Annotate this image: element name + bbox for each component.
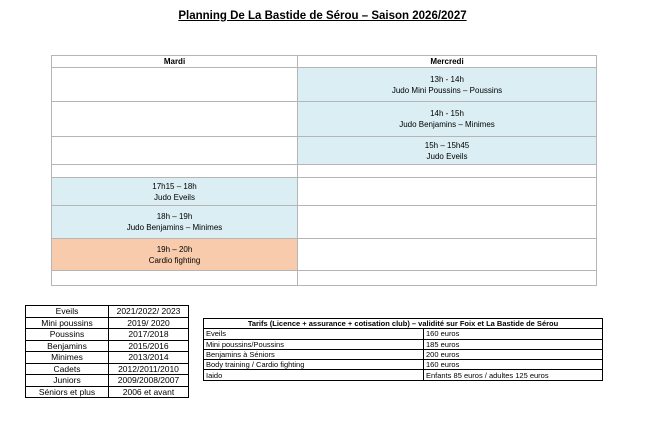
age-category: Mini poussins <box>26 317 109 329</box>
age-row <box>26 352 189 364</box>
empty-slot <box>52 165 298 178</box>
schedule-header-row <box>52 56 597 68</box>
header-mercredi: Mercredi <box>298 56 597 68</box>
age-years: 2021/2022/ 2023 <box>109 306 189 318</box>
age-row <box>26 363 189 375</box>
mardi-empty-slot <box>52 68 298 102</box>
mardi-slot-2 <box>52 206 298 239</box>
slot-time: 15h – 15h45 <box>424 140 470 150</box>
mardi-empty-slot <box>52 137 298 165</box>
slot-label: Judo Benjamins – Minimes <box>126 223 223 232</box>
slot-label: Judo Eveils <box>426 151 468 161</box>
slot-label: Judo Mini Poussins – Poussins <box>391 85 503 95</box>
tarif-row <box>204 360 603 370</box>
age-years: 2012/2011/2010 <box>109 363 189 375</box>
tarif-label: Mini poussins/Poussins <box>204 339 424 349</box>
tarifs-header: Tarifs (Licence + assurance + cotisation club) – validité sur Foix et La Bastide de Sérou <box>204 319 603 329</box>
age-years: 2019/ 2020 <box>109 317 189 329</box>
slot-label: Cardio fighting <box>148 255 201 265</box>
mardi-empty-slot <box>52 102 298 137</box>
age-category: Poussins <box>26 329 109 341</box>
schedule-table <box>51 55 597 286</box>
mercredi-empty-slot <box>298 206 597 239</box>
mercredi-slot-3 <box>298 137 597 165</box>
empty-slot <box>52 271 298 286</box>
page-title: Planning De La Bastide de Sérou – Saison 2026/2027 <box>178 10 467 22</box>
age-row <box>26 386 189 398</box>
age-row <box>26 340 189 352</box>
slot-time: 19h – 20h <box>156 244 193 254</box>
tarif-row <box>204 349 603 359</box>
tarif-price: Enfants 85 euros / adultes 125 euros <box>424 370 603 380</box>
tarif-label: Body training / Cardio fighting <box>204 360 424 370</box>
slot-time: 13h - 14h <box>430 74 464 84</box>
mercredi-slot-2 <box>298 102 597 137</box>
tarifs-table <box>203 318 603 381</box>
age-years: 2017/2018 <box>109 329 189 341</box>
tarif-price: 160 euros <box>424 329 603 339</box>
tarif-label: Iaido <box>204 370 424 380</box>
tarif-price: 200 euros <box>424 349 603 359</box>
age-category: Séniors et plus <box>26 386 109 398</box>
slot-time: 14h - 15h <box>430 109 464 118</box>
tarif-row <box>204 339 603 349</box>
slot-label: Judo Benjamins – Minimes <box>399 120 495 129</box>
age-category: Minimes <box>26 352 109 364</box>
mercredi-empty-slot <box>298 239 597 271</box>
mercredi-slot-1 <box>298 68 597 102</box>
age-categories-table <box>25 305 189 398</box>
header-mardi: Mardi <box>52 56 298 68</box>
empty-slot <box>298 165 597 178</box>
tarif-label: Eveils <box>204 329 424 339</box>
age-years: 2009/2008/2007 <box>109 375 189 387</box>
age-years: 2015/2016 <box>109 340 189 352</box>
age-years: 2006 et avant <box>109 386 189 398</box>
empty-slot <box>298 271 597 286</box>
age-row <box>26 329 189 341</box>
mercredi-empty-slot <box>298 178 597 206</box>
mardi-slot-1 <box>52 178 298 206</box>
age-row <box>26 306 189 318</box>
mardi-slot-3 <box>52 239 298 271</box>
age-category: Benjamins <box>26 340 109 352</box>
slot-time: 17h15 – 18h <box>152 181 197 191</box>
tarif-price: 185 euros <box>424 339 603 349</box>
age-category: Juniors <box>26 375 109 387</box>
age-row <box>26 317 189 329</box>
age-category: Eveils <box>26 306 109 318</box>
tarif-row <box>204 329 603 339</box>
age-category: Cadets <box>26 363 109 375</box>
slot-time: 18h – 19h <box>156 212 193 221</box>
age-row <box>26 375 189 387</box>
tarif-price: 160 euros <box>424 360 603 370</box>
tarif-row <box>204 370 603 380</box>
tarif-label: Benjamins à Séniors <box>204 349 424 359</box>
age-years: 2013/2014 <box>109 352 189 364</box>
slot-label: Judo Eveils <box>154 192 195 202</box>
